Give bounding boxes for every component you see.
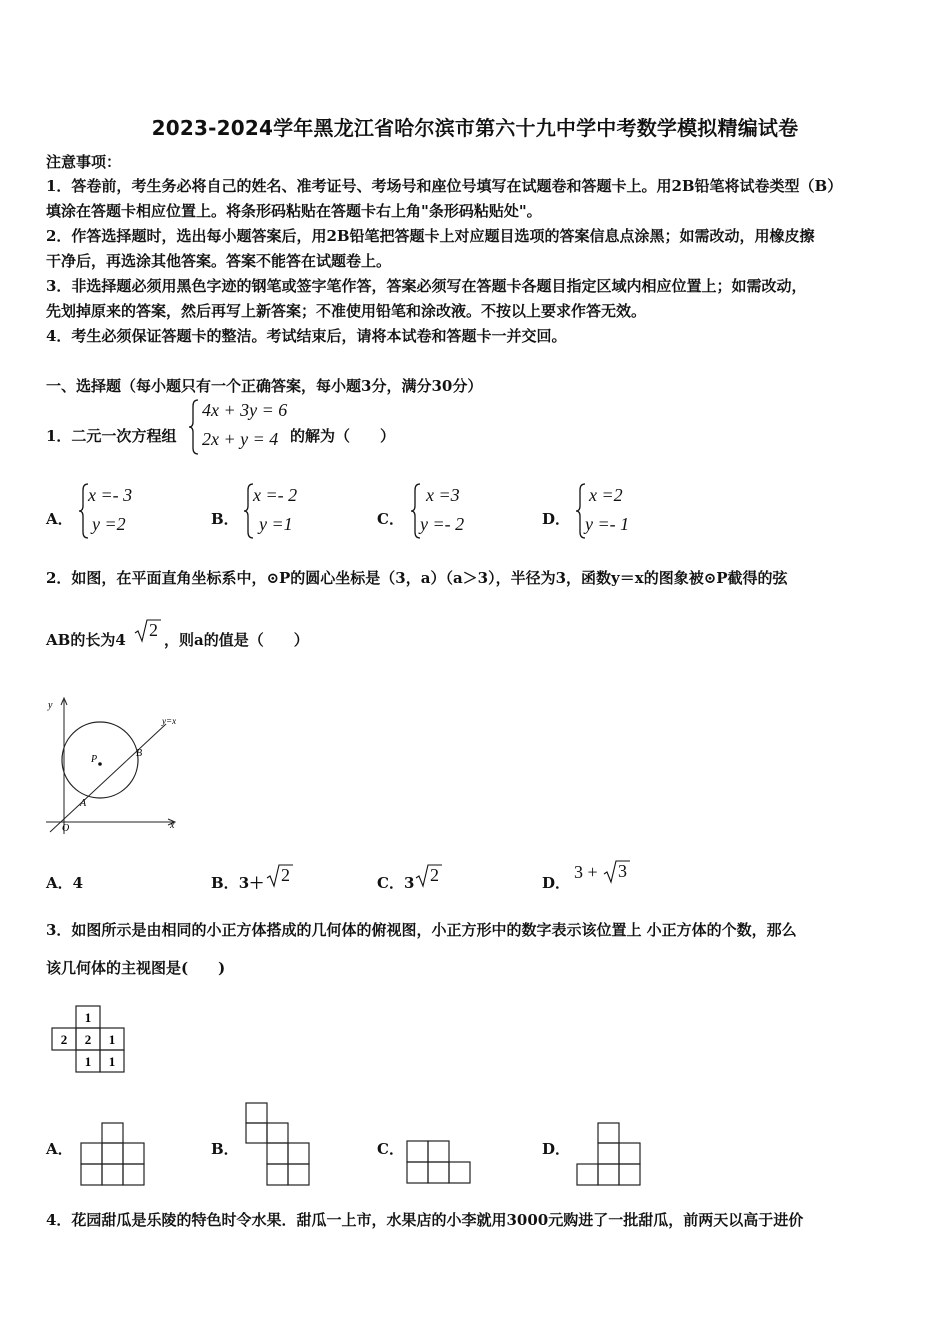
q3-line2: 该几何体的主视图是( ) xyxy=(46,959,226,977)
q2-line1: 2．如图，在平面直角坐标系中，⊙P的圆心坐标是（3，a）（a＞3），半径为3，函数y＝x的图象被⊙P截得的弦 xyxy=(46,569,788,587)
q3-option-c-label: C． xyxy=(377,1140,404,1158)
notice-line: 先划掉原来的答案，然后再写上新答案；不准使用铅笔和涂改液。不按以上要求作答无效。 xyxy=(46,302,647,320)
option-eq: y =1 xyxy=(259,514,293,534)
q2-line2a: AB的长为4 xyxy=(46,631,126,649)
option-eq: x =- 3 xyxy=(88,485,133,505)
option-value: 3＋ xyxy=(238,874,265,892)
q3-option-d-view[interactable] xyxy=(576,1122,642,1186)
q2-option-b[interactable] xyxy=(211,871,264,895)
option-label: A． xyxy=(46,874,73,892)
brace-icon xyxy=(188,398,200,456)
q1-option-d-label: D． xyxy=(542,510,571,528)
q1-prefix: 1．二元一次方程组 xyxy=(46,427,177,445)
q2-option-d-label[interactable]: D． xyxy=(542,874,571,892)
q1-eq1: 4x + 3y = 6 xyxy=(202,400,288,420)
grid-cell: 1 xyxy=(108,1054,116,1069)
q3-option-c-view[interactable] xyxy=(406,1140,472,1184)
q2-option-c-sqrt xyxy=(415,862,443,890)
option-eq: y =- 2 xyxy=(420,514,465,534)
q2-option-d-sqrt xyxy=(603,858,631,886)
figure-point-a-label: A xyxy=(80,798,87,809)
q2-option-a[interactable] xyxy=(46,871,83,895)
sqrt-arg: 2 xyxy=(149,620,158,640)
q1-suffix: 的解为（ ） xyxy=(290,427,396,445)
option-label: C． xyxy=(377,874,404,892)
q1-option-b-label: B． xyxy=(211,510,239,528)
q2-sqrt xyxy=(134,617,162,645)
option-eq: x =3 xyxy=(426,485,460,505)
figure-line-label: y=x xyxy=(162,716,177,726)
q3-option-a-label: A． xyxy=(46,1140,73,1158)
q3-top-view-grid xyxy=(50,1004,126,1074)
figure-x-label: x xyxy=(170,820,175,831)
option-eq: x =2 xyxy=(589,485,623,505)
notice-line: 4．考生必须保证答题卡的整洁。考试结束后，请将本试卷和答题卡一并交回。 xyxy=(46,327,567,345)
notice-line: 2．作答选择题时，选出每小题答案后，用2B铅笔把答题卡上对应题目选项的答案信息点涂黑；如需改动，用橡皮擦 xyxy=(46,227,815,245)
option-eq: y =- 1 xyxy=(585,514,630,534)
figure-y-label: y xyxy=(48,700,53,711)
option-value: 4 xyxy=(72,874,84,892)
q2-figure xyxy=(42,694,182,836)
grid-cell: 1 xyxy=(84,1010,92,1025)
sqrt-arg: 2 xyxy=(281,865,290,885)
notice-line: 填涂在答题卡相应位置上。将条形码粘贴在答题卡右上角"条形码粘贴处"。 xyxy=(46,202,542,220)
q1-option-d[interactable] xyxy=(575,482,665,542)
figure-center-label: P xyxy=(91,754,98,765)
q2-option-b-sqrt xyxy=(266,862,294,890)
q3-option-b-view[interactable] xyxy=(245,1102,311,1186)
figure-origin-label: O xyxy=(62,823,70,834)
q1-option-c[interactable] xyxy=(410,482,500,542)
q3-line1: 3．如图所示是由相同的小正方体搭成的几何体的俯视图，小正方形中的数字表示该位置上 小正方体的个数，那么 xyxy=(46,921,797,939)
page-title: 2023-2024学年黑龙江省哈尔滨市第六十九中学中考数学模拟精编试卷 xyxy=(151,116,799,140)
q1-option-b[interactable] xyxy=(243,482,333,542)
q3-option-d-label: D． xyxy=(542,1140,571,1158)
q1-option-c-label: C． xyxy=(377,510,404,528)
q4-line1: 4．花园甜瓜是乐陵的特色时令水果．甜瓜一上市，水果店的小李就用3000元购进了一批甜瓜，前两天以高于进价 xyxy=(46,1211,804,1229)
q3-option-b-label: B． xyxy=(211,1140,239,1158)
grid-cell: 2 xyxy=(60,1032,68,1047)
section-heading: 一、选择题（每小题只有一个正确答案，每小题3分，满分30分） xyxy=(46,377,483,395)
notice-line: 3．非选择题必须用黑色字迹的钢笔或签字笔作答，答案必须写在答题卡各题目指定区域内相应位置上；如需改动， xyxy=(46,277,807,295)
grid-cell: 2 xyxy=(84,1032,92,1047)
q3-option-a-view[interactable] xyxy=(80,1122,146,1186)
notice-heading: 注意事项： xyxy=(46,153,122,171)
option-value: 3 xyxy=(403,874,415,892)
sqrt-arg: 2 xyxy=(430,865,439,885)
q1-option-a-label: A． xyxy=(46,510,73,528)
figure-point-b-label: B xyxy=(136,748,143,759)
option-label: B． xyxy=(211,874,239,892)
q2-option-c[interactable] xyxy=(377,871,414,895)
q1-system xyxy=(188,398,288,458)
option-eq: x =- 2 xyxy=(253,485,298,505)
grid-cell: 1 xyxy=(108,1032,116,1047)
grid-cell: 1 xyxy=(84,1054,92,1069)
option-eq: y =2 xyxy=(92,514,126,534)
notice-line: 1．答卷前，考生务必将自己的姓名、准考证号、考场号和座位号填写在试题卷和答题卡上。用2B铅笔将试卷类型（B） xyxy=(46,177,843,195)
notice-line: 干净后，再选涂其他答案。答案不能答在试题卷上。 xyxy=(46,252,392,270)
q2-option-d-value: 3 + xyxy=(574,862,598,882)
q1-option-a[interactable] xyxy=(78,482,168,542)
sqrt-arg: 3 xyxy=(618,861,627,881)
q2-line2b: ，则a的值是（ ） xyxy=(164,631,309,649)
q1-eq2: 2x + y = 4 xyxy=(202,429,279,449)
